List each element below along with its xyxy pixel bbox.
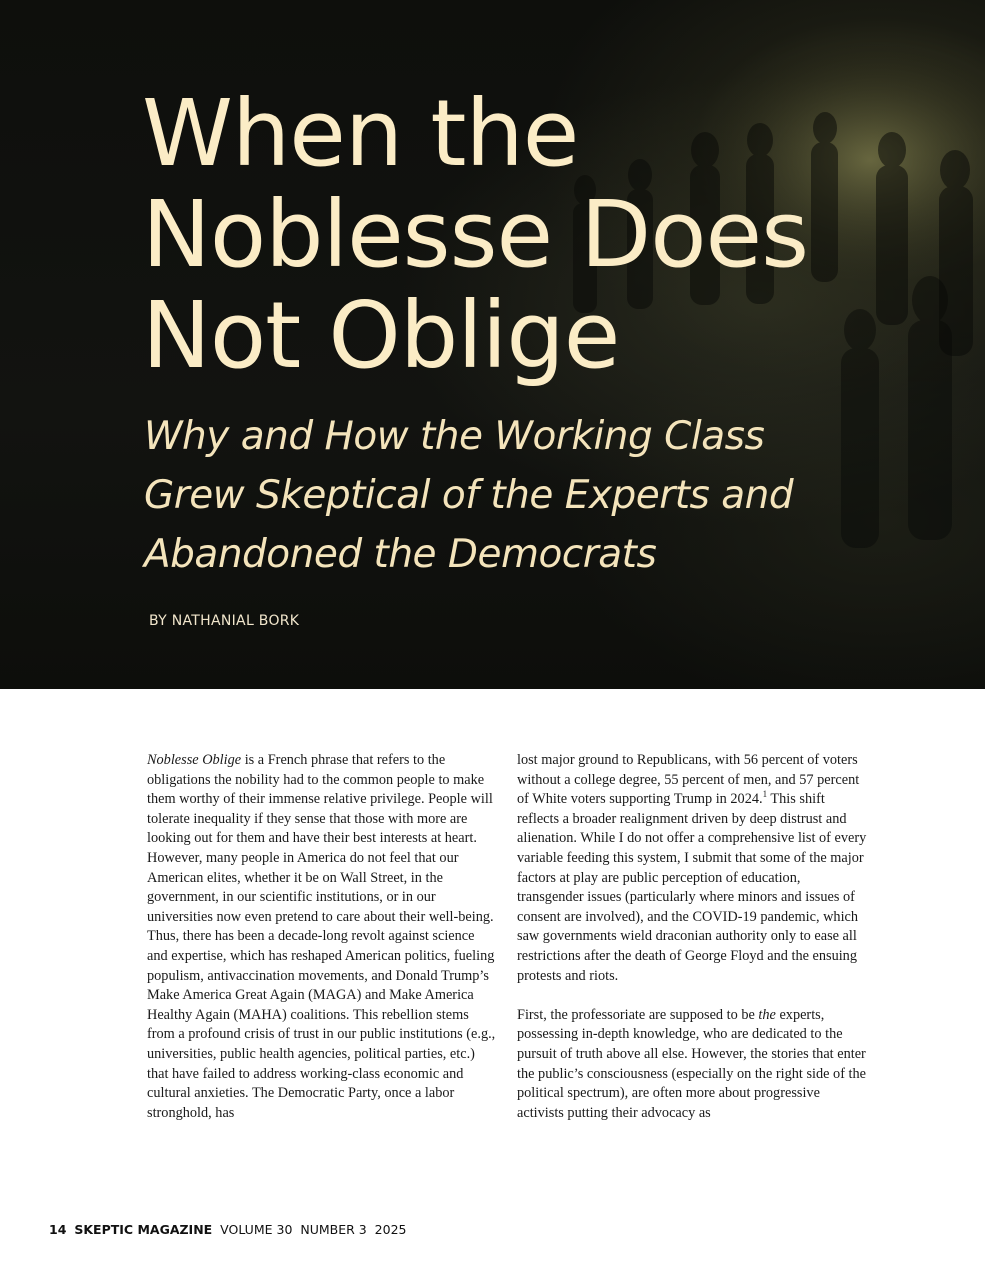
article-column-right: [517, 751, 867, 1123]
paragraph-text: experts, possessing in-depth knowledge, who are dedicated to the pursuit of truth above all else. However, the stories that enter the public’s consciousness (especially on the right side of the political spectrum), are often more about progressive activists putting their advocacy as: [517, 1006, 867, 1121]
subtitle-line: Why and How the Working Class: [144, 414, 765, 459]
paragraph-text: First, the professoriate are supposed to be: [517, 1006, 759, 1023]
lead-term: Noblesse Oblige: [147, 752, 242, 768]
footnote-marker[interactable]: 1: [762, 789, 768, 800]
title-line: Noblesse Does: [142, 181, 809, 288]
issue-info: VOLUME 30 NUMBER 3 2025: [220, 1222, 407, 1237]
paragraph-text: lost major ground to Republicans, with 56 percent of voters without a college degree, 55 percent of men, and 57 percent of White voters supporting Trump in 2024.: [517, 752, 860, 808]
emphasis-text: the: [758, 1006, 776, 1023]
article-subtitle: [144, 407, 864, 584]
page-footer: [49, 1222, 406, 1237]
author-byline: BY NATHANIAL BORK: [149, 613, 300, 629]
article-column-left: [147, 751, 497, 1123]
page-number: 14: [49, 1222, 67, 1237]
paragraph-text: This shift reflects a broader realignment driven by deep distrust and alienation. While I do not offer a comprehensive list of every variable feeding this system, I submit that some of the major factors at play are public perception of education, transgender issues (particularly where minors and issues of consent are involved), and the COVID-19 pandemic, which saw governments wield draconian authority only to ease all restrictions after the death of George Floyd and the ensuing protests and riots.: [517, 791, 867, 984]
subtitle-line: Grew Skeptical of the Experts and: [144, 473, 794, 518]
magazine-name: SKEPTIC MAGAZINE: [74, 1222, 213, 1237]
body-paragraph: [517, 751, 867, 986]
body-paragraph: [517, 1006, 867, 1124]
title-line: When the: [142, 80, 579, 187]
paragraph-text: is a French phrase that refers to the obligations the nobility had to the common people to make them worthy of their immense relative privilege. People will tolerate inequality if they sense that those with more are looking out for them and have their best interests at heart. However, many people in America do not feel that our American elites, whether it be on Wall Street, in the government, in our scientific institutions, or in our universities now even pretend to care about their well-being. Thus, there has been a decade-long revolt against science and expertise, which has reshaped American politics, fueling populism, antivaccination movements, and Donald Trump’s Make America Great Again (MAGA) and Make America Healthy Again (MAHA) coalitions. This rebellion stems from a profound crisis of trust in our public institutions (e.g., universities, public health agencies, political parties, etc.) that have failed to address working-class economic and cultural anxieties. The Democratic Party, once a labor stronghold, has: [147, 752, 496, 1121]
title-line: Not Oblige: [142, 282, 620, 389]
article-title: [142, 80, 942, 389]
subtitle-line: Abandoned the Democrats: [144, 532, 657, 577]
body-paragraph: [147, 751, 497, 1123]
